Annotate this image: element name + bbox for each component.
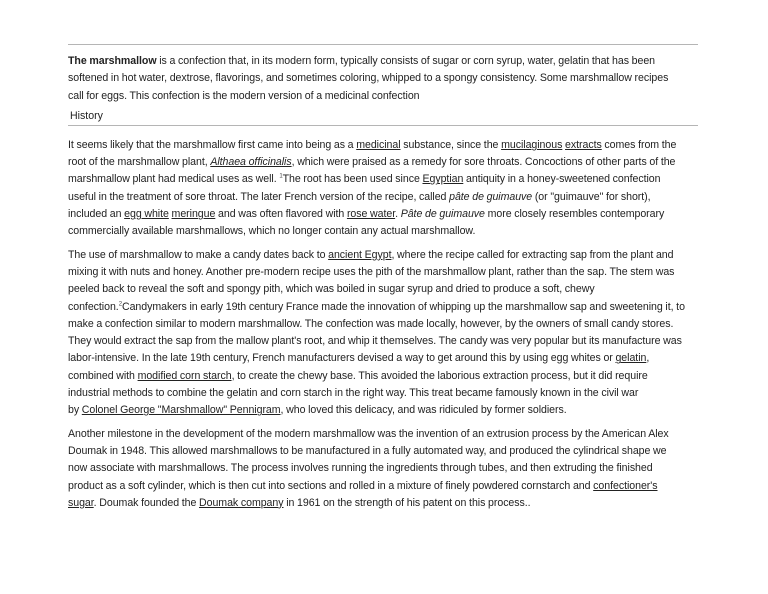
- p2-line-7: labor-intensive. In the late 19th century, French manufacturers devised a way to get around this by using egg whites or gelatin,: [68, 352, 650, 365]
- link-egyptian[interactable]: Egyptian: [422, 173, 464, 186]
- p3-line-2: Doumak in 1948. This allowed marshmallows to be manufactured in a fully automated way, and produced the cylindrical shape we: [68, 444, 667, 457]
- top-divider: [68, 44, 698, 45]
- history-paragraph-3: [68, 426, 700, 512]
- p3-line-3: now associate with marshmallows. The process involves running the ingredients through tubes, and then extruding the finished: [68, 462, 653, 475]
- history-paragraph-2: [68, 247, 700, 420]
- intro-line-2: softened in hot water, dextrose, flavorings, and sometimes coloring, whipped to a spongy consistency. Some marshmallow recipes: [68, 72, 669, 85]
- p2-line-1: The use of marshmallow to make a candy dates back to ancient Egypt, where the recipe called for extracting sap from the plant and: [68, 248, 674, 261]
- p2-line-2: mixing it with nuts and honey. Another pre-modern recipe uses the pith of the marshmallow plant, rather than the sap. The stem was: [68, 265, 675, 278]
- p1-line-2: root of the marshmallow plant, Althaea officinalis, which were praised as a remedy for sore throats. Concoctions of other parts of the: [68, 156, 676, 169]
- p1-line-3: marshmallow plant had medical uses as well. $^1$The root has been used since Egyptian antiquity in a honey-sweetened confection: [68, 173, 661, 186]
- link-ancient-egypt[interactable]: ancient Egypt: [328, 248, 392, 261]
- term-pate-de-guimauve-2: Pâte de guimauve: [400, 208, 485, 221]
- link-mucilaginous[interactable]: mucilaginous: [501, 138, 563, 151]
- p2-line-4: confection.$^2$Candymakers in early 19th century France made the innovation of whipping up the marshmallow sap and sweetening it, to: [68, 300, 685, 313]
- link-rose-water[interactable]: rose water: [346, 208, 396, 221]
- reference-2[interactable]: 2: [118, 301, 122, 308]
- link-gelatin[interactable]: gelatin: [615, 352, 647, 365]
- p1-line-6: commercially available marshmallows, which no longer contain any actual marshmallow.: [68, 225, 476, 238]
- link-doumak-company[interactable]: Doumak company: [199, 496, 284, 509]
- p3-line-5: sugar. Doumak founded the Doumak company in 1961 on the strength of his patent on this process..: [68, 496, 531, 509]
- link-confectioners-sugar-cont[interactable]: sugar: [68, 496, 94, 509]
- history-paragraph-1: [68, 137, 700, 241]
- p3-line-4: product as a soft cylinder, which is then cut into sections and rolled in a mixture of finely powdered cornstarch and confectioner's: [68, 479, 658, 492]
- intro-paragraph: [68, 53, 700, 105]
- p1-line-4: useful in the treatment of sore throat. The later French version of the recipe, called pâte de guimauve (or "guimauve" for short),: [68, 190, 651, 203]
- link-medicinal[interactable]: medicinal: [356, 138, 401, 151]
- intro-line-1: The marshmallow is a confection that, in its modern form, typically consists of sugar or corn syrup, water, gelatin that has been: [68, 55, 656, 67]
- link-modified-corn-starch[interactable]: modified corn starch: [137, 369, 232, 382]
- reference-1[interactable]: 1: [279, 173, 283, 180]
- p2-line-10: by Colonel George "Marshmallow" Pennigram, who loved this delicacy, and was ridiculed by former soldiers.: [68, 404, 567, 417]
- link-egg-white[interactable]: egg white: [124, 208, 169, 221]
- history-divider: [68, 125, 698, 126]
- p1-line-1: It seems likely that the marshmallow first came into being as a medicinal substance, since the mucilaginous extracts comes from the: [68, 138, 677, 151]
- intro-line-3: call for eggs. This confection is the modern version of a medicinal confection: [68, 89, 420, 102]
- history-heading: History: [70, 109, 103, 122]
- term-pate-de-guimauve: pâte de guimauve: [449, 190, 533, 203]
- link-althaea-officinalis[interactable]: Althaea officinalis: [210, 156, 292, 169]
- link-confectioners-sugar[interactable]: confectioner's: [593, 479, 658, 492]
- p2-line-9: industrial methods to combine the gelatin and corn starch in the right way. This treat became famously known in the civil war: [68, 387, 639, 400]
- p1-line-5: included an egg white meringue and was often flavored with rose water. Pâte de guimauve more closely resembles contemporary: [68, 208, 665, 221]
- p2-line-6: They would extract the sap from the mallow plant's root, and whip it themselves. The candy was very popular but its manufacture was: [68, 335, 682, 348]
- p2-line-3: peeled back to reveal the soft and spongy pith, which was boiled in sugar syrup and dried to produce a soft, chewy: [68, 283, 595, 296]
- p3-line-1: Another milestone in the development of the modern marshmallow was the invention of an extrusion process by the American Alex: [68, 427, 669, 440]
- p2-line-8: combined with modified corn starch, to create the chewy base. This avoided the laborious extraction process, but it did require: [68, 369, 648, 382]
- intro-term: The marshmallow: [68, 55, 157, 67]
- link-colonel-george-pennigram[interactable]: Colonel George "Marshmallow" Pennigram: [81, 404, 281, 417]
- p2-line-5: make a confection similar to modern marshmallow. The confection was made locally, however, by the owners of small candy stores.: [68, 317, 674, 330]
- link-extracts[interactable]: extracts: [565, 138, 602, 151]
- link-meringue[interactable]: meringue: [171, 208, 216, 221]
